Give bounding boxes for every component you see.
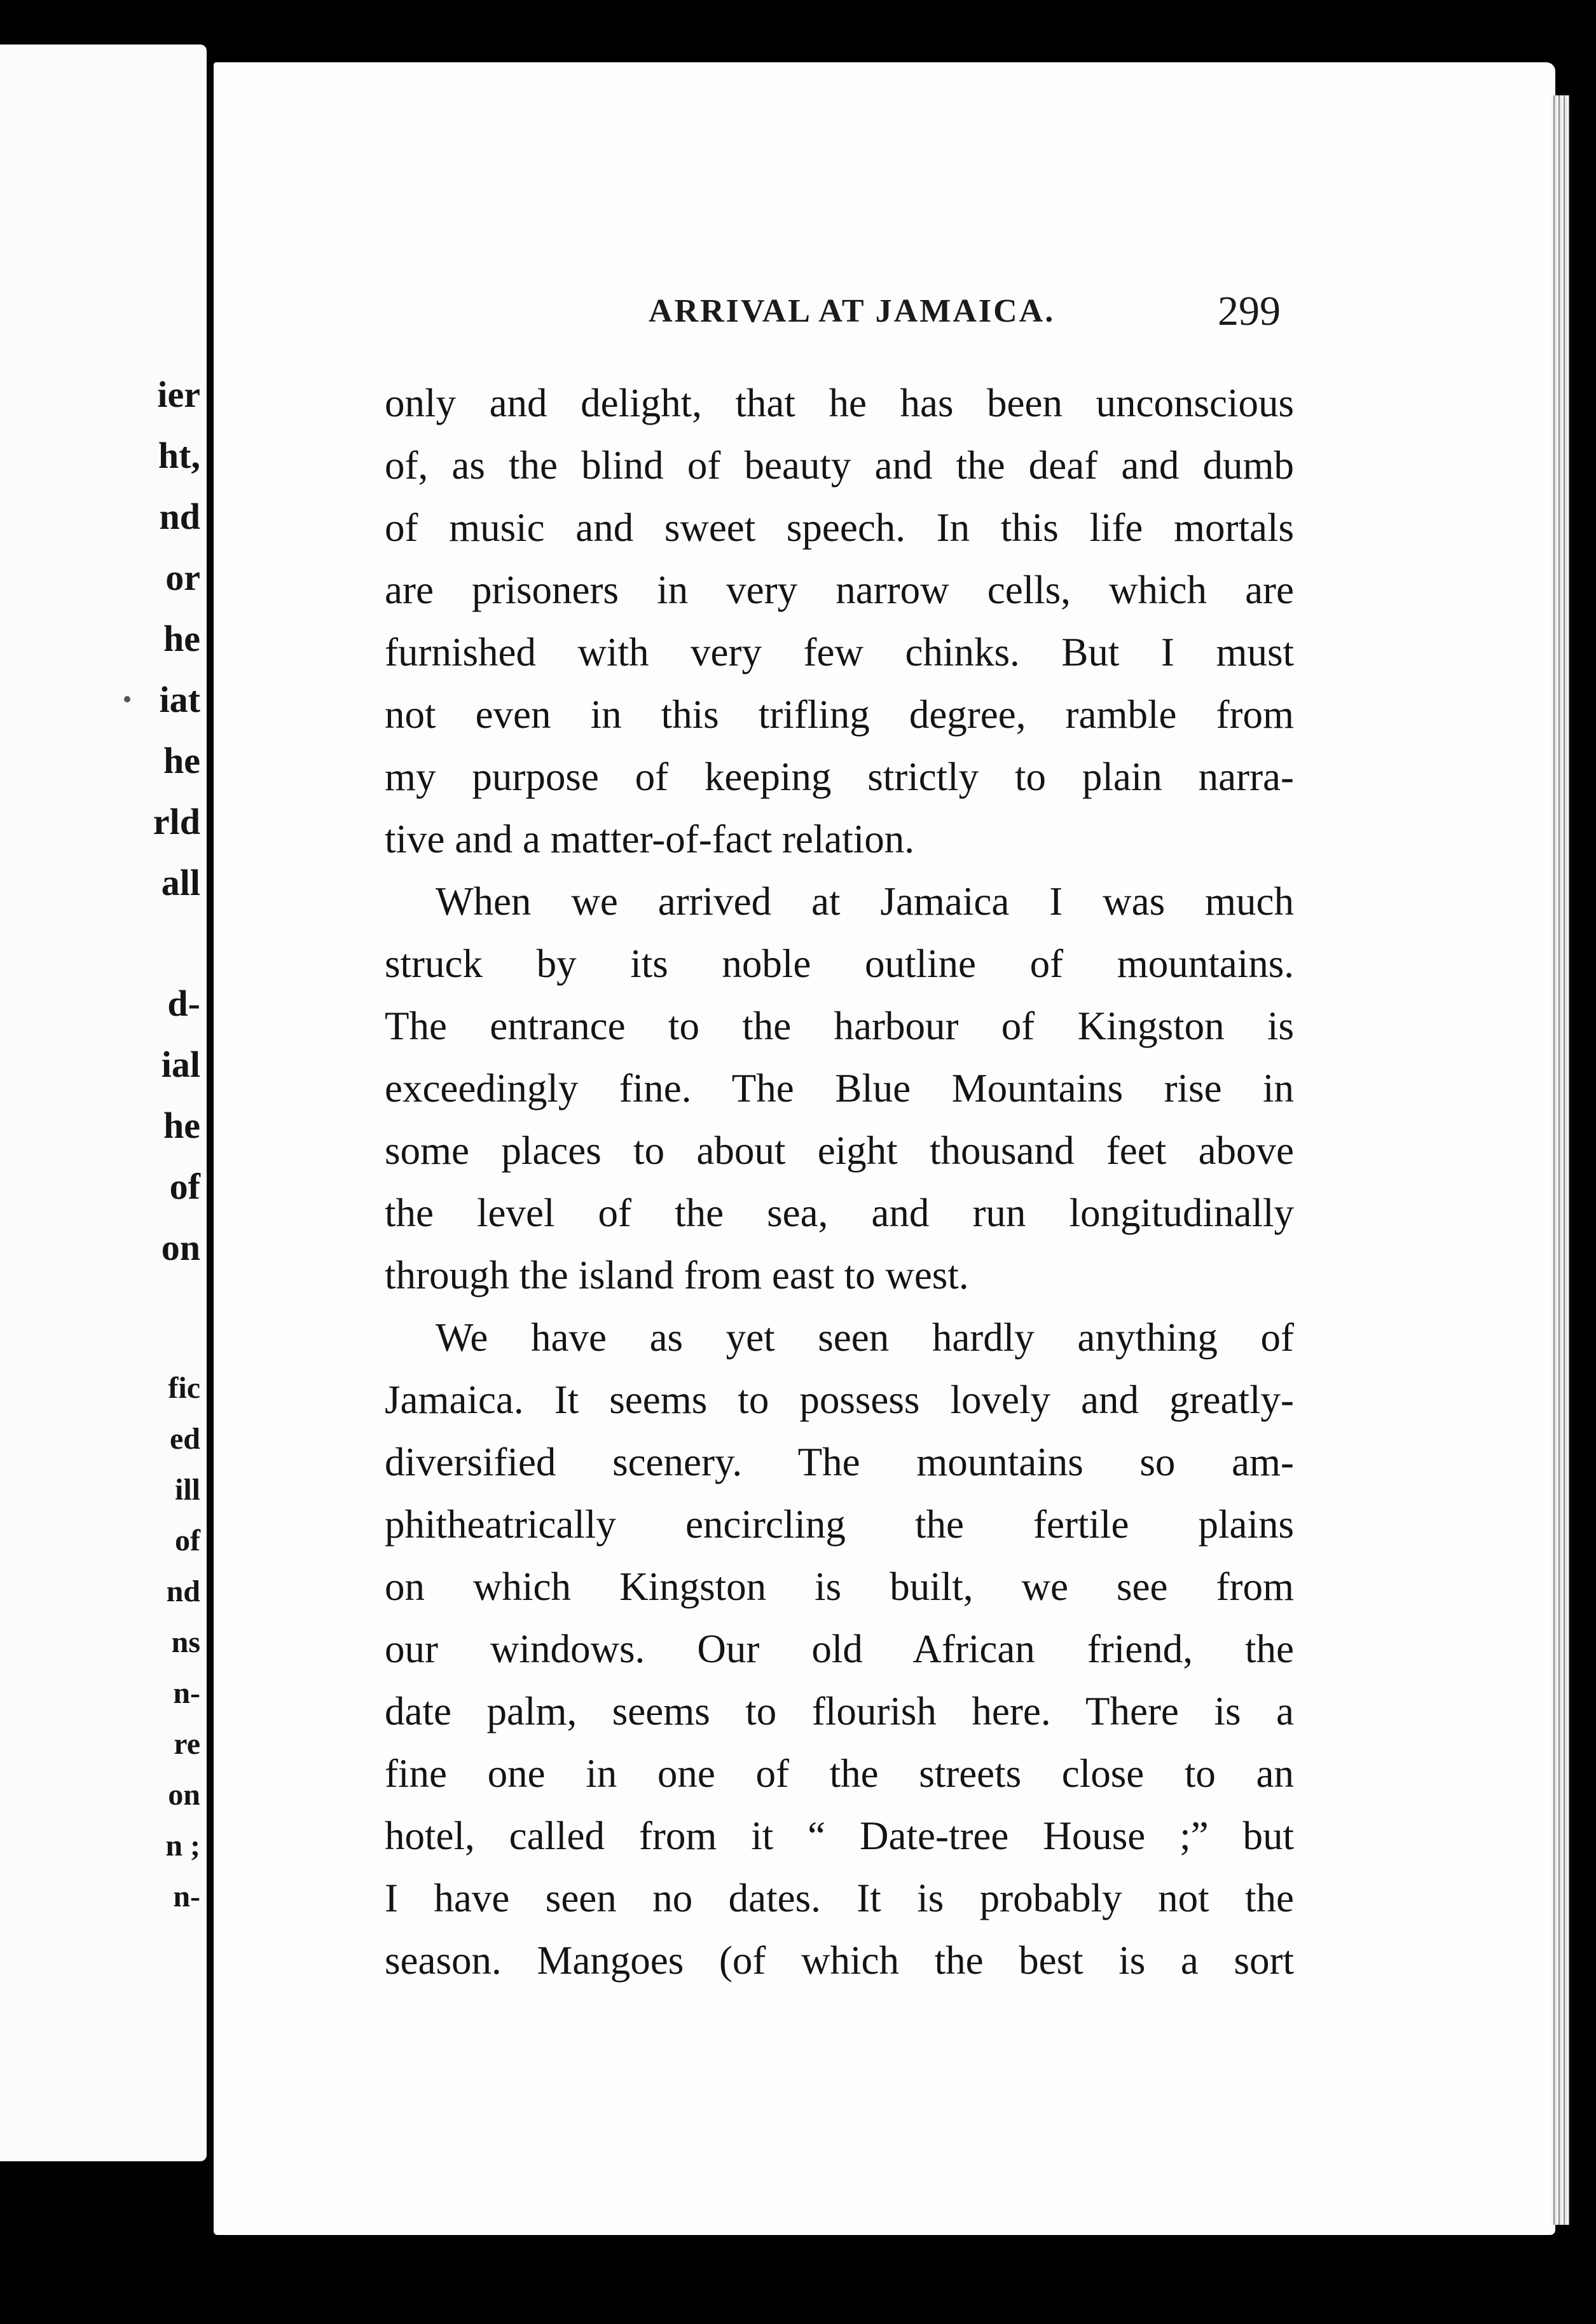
body-text [385,372,1294,1992]
left-page-fragment: d- [167,983,200,1024]
left-page-fragment: n- [173,1676,200,1710]
left-page-fragment: on [168,1778,200,1812]
left-page-fragment: fic [168,1371,200,1405]
left-page-fragment: ier [157,374,200,415]
left-page-fragment: n ; [165,1829,200,1863]
text-line: We have as yet seen hardly anything of [436,1315,1294,1360]
left-page-fragment: rld [153,801,200,842]
text-line: phitheatrically encircling the fertile plains [385,1502,1294,1547]
left-page-fragment: re [174,1727,200,1761]
text-line: not even in this trifling degree, ramble from [385,692,1294,737]
text-line: some places to about eight thousand feet above [385,1128,1294,1173]
left-page-fragment: iat [159,679,200,720]
left-page-fragment: ed [170,1422,200,1456]
left-page-fragment: ial [161,1044,200,1085]
text-line: through the island from east to west. [385,1253,969,1297]
text-line: of music and sweet speech. In this life mortals [385,505,1294,550]
left-page-fragment: of [169,1166,200,1207]
text-line: When we arrived at Jamaica I was much [436,879,1294,924]
text-line: season. Mangoes (of which the best is a sort [385,1938,1294,1983]
left-page [0,44,207,2161]
ink-speck [124,696,130,702]
text-line: fine one in one of the streets close to an [385,1751,1294,1796]
text-line: diversified scenery. The mountains so am- [385,1440,1294,1484]
left-page-fragment: he [163,1105,200,1146]
text-line: only and delight, that he has been unconscious [385,381,1294,425]
left-page-fragment: ill [174,1473,200,1507]
left-page-fragment: nd [166,1575,200,1608]
text-line: of, as the blind of beauty and the deaf and dumb [385,443,1294,488]
text-line: on which Kingston is built, we see from [385,1564,1294,1609]
text-line: Jamaica. It seems to possess lovely and greatly- [385,1377,1294,1422]
left-page-fragment: nd [159,496,200,537]
text-line: date palm, seems to flourish here. There is a [385,1689,1294,1733]
text-line: exceedingly fine. The Blue Mountains rise in [385,1066,1294,1111]
text-line: our windows. Our old African friend, the [385,1627,1294,1671]
text-line: are prisoners in very narrow cells, which are [385,568,1294,612]
text-line: hotel, called from it “ Date-tree House ;” but [385,1814,1294,1858]
left-page-fragment: or [165,557,200,598]
text-line: my purpose of keeping strictly to plain narra- [385,755,1294,799]
text-line: tive and a matter-of-fact relation. [385,817,915,861]
left-page-fragment: n- [173,1880,200,1913]
left-page-fragment: ns [171,1625,200,1659]
text-line: furnished with very few chinks. But I must [385,630,1294,674]
left-page-fragment: all [161,862,200,903]
left-page-fragment: ht, [158,435,200,476]
text-line: struck by its noble outline of mountains. [385,941,1294,986]
page-number: 299 [1218,288,1281,334]
page-edge [1551,95,1569,2225]
left-page-fragment: on [161,1227,200,1268]
text-line: I have seen no dates. It is probably not the [385,1876,1294,1920]
running-head: ARRIVAL AT JAMAICA. [649,293,1056,329]
left-page-fragment: he [163,740,200,781]
text-line: The entrance to the harbour of Kingston is [385,1004,1294,1048]
left-page-fragment: of [175,1524,200,1557]
left-page-fragment: he [163,618,200,659]
text-line: the level of the sea, and run longitudinally [385,1191,1294,1235]
